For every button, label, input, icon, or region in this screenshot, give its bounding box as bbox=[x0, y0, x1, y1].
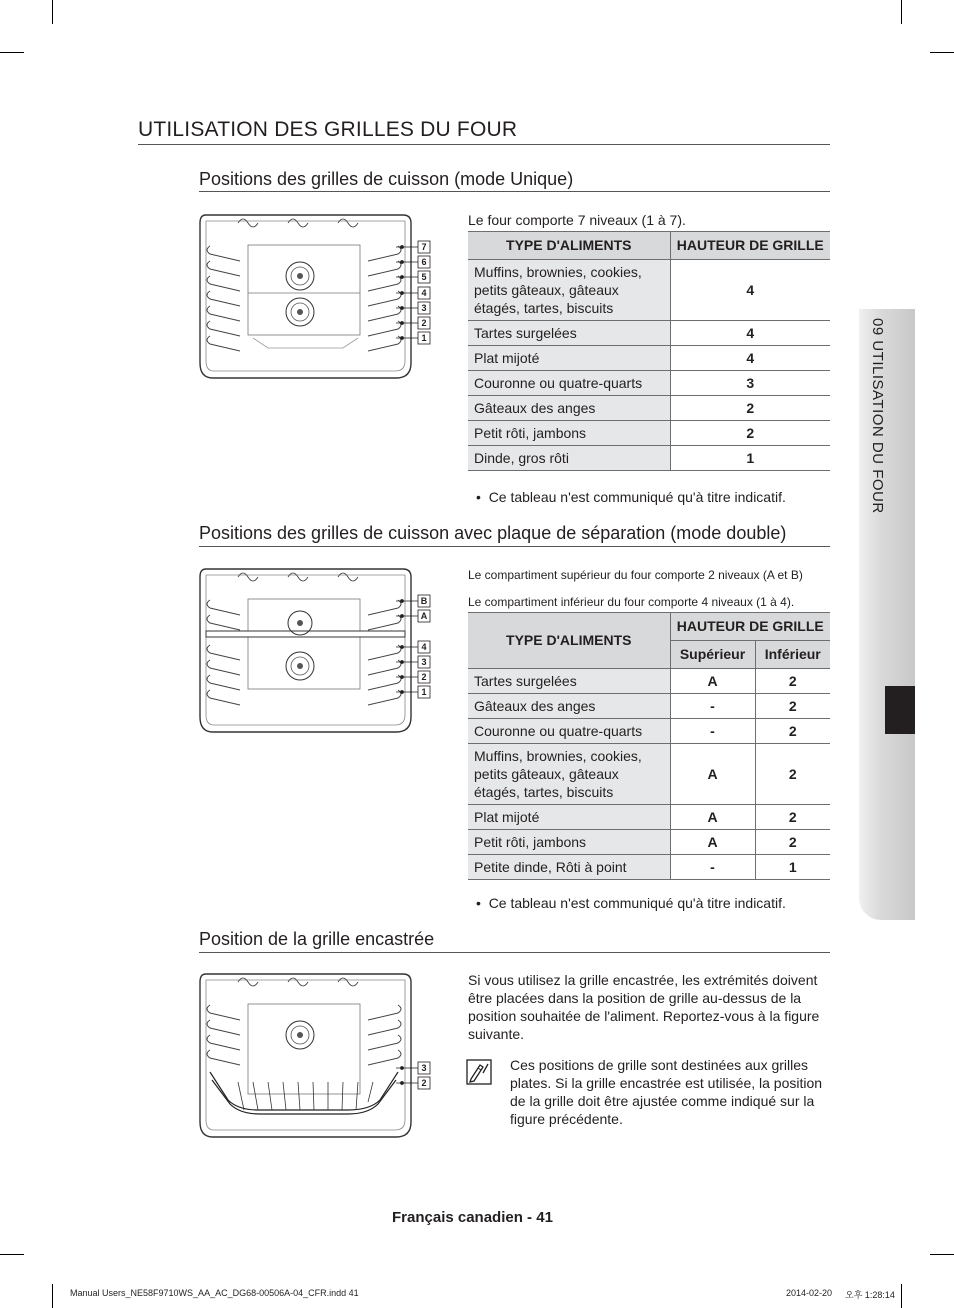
upper-cell: A bbox=[670, 830, 755, 855]
section2-rule bbox=[199, 546, 830, 547]
table-row bbox=[468, 805, 830, 830]
table-row bbox=[468, 694, 830, 719]
title-rule bbox=[138, 144, 830, 145]
level-cell: 4 bbox=[670, 346, 830, 371]
table-row bbox=[468, 830, 830, 855]
rack-labels-single bbox=[396, 240, 436, 350]
footer-time: 오후 1:28:14 bbox=[845, 1290, 895, 1300]
table-row bbox=[468, 321, 830, 346]
food-cell: Muffins, brownies, cookies, petits gâteaux, gâteaux étagés, tartes, biscuits bbox=[468, 744, 670, 805]
note-text: Ce tableau n'est communiqué qu'à titre indicatif. bbox=[488, 895, 786, 911]
chapter-marker bbox=[885, 686, 915, 734]
food-cell: Gâteaux des anges bbox=[468, 694, 670, 719]
crop-mark bbox=[0, 1254, 24, 1255]
food-cell: Gâteaux des anges bbox=[468, 396, 670, 421]
footer-filename: Manual Users_NE58F9710WS_AA_AC_DG68-00506A-04_CFR.indd 41 bbox=[70, 1288, 359, 1298]
header-rack-height: HAUTEUR DE GRILLE bbox=[670, 232, 830, 260]
header-upper: Supérieur bbox=[670, 641, 755, 669]
table-row bbox=[468, 396, 830, 421]
section1-intro: Le four comporte 7 niveaux (1 à 7). bbox=[468, 212, 686, 228]
lower-cell: 2 bbox=[755, 744, 830, 805]
food-cell: Muffins, brownies, cookies, petits gâteaux, gâteaux étagés, tartes, biscuits bbox=[468, 260, 670, 321]
rack-label: 7 bbox=[421, 242, 427, 252]
section3-rule bbox=[199, 952, 830, 953]
rack-table-double bbox=[468, 612, 830, 880]
lower-cell: 2 bbox=[755, 719, 830, 744]
note-icon bbox=[466, 1059, 492, 1085]
rack-label: A bbox=[420, 611, 428, 621]
rack-label: 4 bbox=[421, 642, 427, 652]
rack-label: 6 bbox=[421, 257, 427, 267]
food-cell: Petit rôti, jambons bbox=[468, 830, 670, 855]
food-cell: Couronne ou quatre-quarts bbox=[468, 719, 670, 744]
food-cell: Plat mijoté bbox=[468, 805, 670, 830]
section2-heading: Positions des grilles de cuisson avec plaque de séparation (mode double) bbox=[199, 523, 787, 543]
crop-mark bbox=[901, 0, 902, 24]
section3-note: Ces positions de grille sont destinées aux grilles plates. Si la grille encastrée est utilisée, la position de la grille doit être ajustée comme indiqué sur la figure précédente. bbox=[510, 1057, 823, 1127]
lower-cell: 2 bbox=[755, 830, 830, 855]
level-cell: 2 bbox=[670, 421, 830, 446]
food-cell: Petite dinde, Rôti à point bbox=[468, 855, 670, 880]
table-row bbox=[468, 260, 830, 321]
section1-rule bbox=[199, 191, 830, 192]
table-row bbox=[468, 855, 830, 880]
food-cell: Tartes surgelées bbox=[468, 321, 670, 346]
footer-date: 2014-02-20 bbox=[786, 1288, 833, 1298]
upper-cell: A bbox=[670, 744, 755, 805]
rack-labels-recessed bbox=[396, 1061, 436, 1095]
table-row bbox=[468, 669, 830, 694]
rack-label: 4 bbox=[421, 288, 427, 298]
table-row bbox=[468, 719, 830, 744]
food-cell: Petit rôti, jambons bbox=[468, 421, 670, 446]
page-number: Français canadien - 41 bbox=[392, 1209, 553, 1226]
table-row bbox=[468, 421, 830, 446]
upper-cell: A bbox=[670, 669, 755, 694]
crop-mark bbox=[52, 1284, 53, 1308]
section2-intro-lower: Le compartiment inférieur du four comporte 4 niveaux (1 à 4). bbox=[468, 595, 795, 609]
crop-mark bbox=[901, 1284, 902, 1308]
rack-label: 5 bbox=[421, 272, 427, 282]
table-row bbox=[468, 371, 830, 396]
lower-cell: 2 bbox=[755, 805, 830, 830]
rack-table-single bbox=[468, 231, 830, 471]
food-cell: Couronne ou quatre-quarts bbox=[468, 371, 670, 396]
upper-cell: - bbox=[670, 719, 755, 744]
level-cell: 1 bbox=[670, 446, 830, 471]
table-row bbox=[468, 346, 830, 371]
level-cell: 4 bbox=[670, 260, 830, 321]
upper-cell: - bbox=[670, 855, 755, 880]
chapter-label: 09 UTILISATION DU FOUR bbox=[869, 318, 886, 514]
section3-heading: Position de la grille encastrée bbox=[199, 929, 435, 949]
food-cell: Plat mijoté bbox=[468, 346, 670, 371]
lower-cell: 2 bbox=[755, 669, 830, 694]
table-row bbox=[468, 744, 830, 805]
crop-mark bbox=[930, 52, 954, 53]
header-lower: Inférieur bbox=[755, 641, 830, 669]
rack-label: 2 bbox=[421, 672, 427, 682]
rack-label: 2 bbox=[421, 1078, 427, 1088]
section2-intro-upper: Le compartiment supérieur du four comporte 2 niveaux (A et B) bbox=[468, 568, 803, 582]
header-food-type: TYPE D'ALIMENTS bbox=[468, 613, 670, 669]
table-row bbox=[468, 446, 830, 471]
upper-cell: A bbox=[670, 805, 755, 830]
food-cell: Dinde, gros rôti bbox=[468, 446, 670, 471]
rack-label: 3 bbox=[421, 1063, 427, 1073]
rack-label: 2 bbox=[421, 318, 427, 328]
page-title: UTILISATION DES GRILLES DU FOUR bbox=[138, 118, 518, 141]
crop-mark bbox=[930, 1254, 954, 1255]
crop-mark bbox=[0, 52, 24, 53]
header-food-type: TYPE D'ALIMENTS bbox=[468, 232, 670, 260]
lower-cell: 1 bbox=[755, 855, 830, 880]
level-cell: 3 bbox=[670, 371, 830, 396]
section1-note: • Ce tableau n'est communiqué qu'à titre indicatif. bbox=[476, 489, 786, 505]
rack-label: B bbox=[420, 596, 428, 606]
section3-body: Si vous utilisez la grille encastrée, les extrémités doivent être placées dans la position de grille au-dessus de la position souhaitée de l'aliment. Reportez-vous à la figure suivante. bbox=[468, 972, 820, 1042]
rack-label: 1 bbox=[421, 687, 427, 697]
rack-labels-double bbox=[396, 594, 436, 704]
rack-label: 3 bbox=[421, 303, 427, 313]
rack-label: 3 bbox=[421, 657, 427, 667]
oven-diagram-recessed bbox=[198, 972, 438, 1140]
food-cell: Tartes surgelées bbox=[468, 669, 670, 694]
level-cell: 2 bbox=[670, 396, 830, 421]
crop-mark bbox=[52, 0, 53, 24]
note-text: Ce tableau n'est communiqué qu'à titre indicatif. bbox=[488, 489, 786, 505]
level-cell: 4 bbox=[670, 321, 830, 346]
header-rack-height: HAUTEUR DE GRILLE bbox=[670, 613, 830, 641]
section1-heading: Positions des grilles de cuisson (mode Unique) bbox=[199, 169, 574, 189]
section2-note: • Ce tableau n'est communiqué qu'à titre indicatif. bbox=[476, 895, 786, 911]
rack-label: 1 bbox=[421, 333, 427, 343]
upper-cell: - bbox=[670, 694, 755, 719]
lower-cell: 2 bbox=[755, 694, 830, 719]
